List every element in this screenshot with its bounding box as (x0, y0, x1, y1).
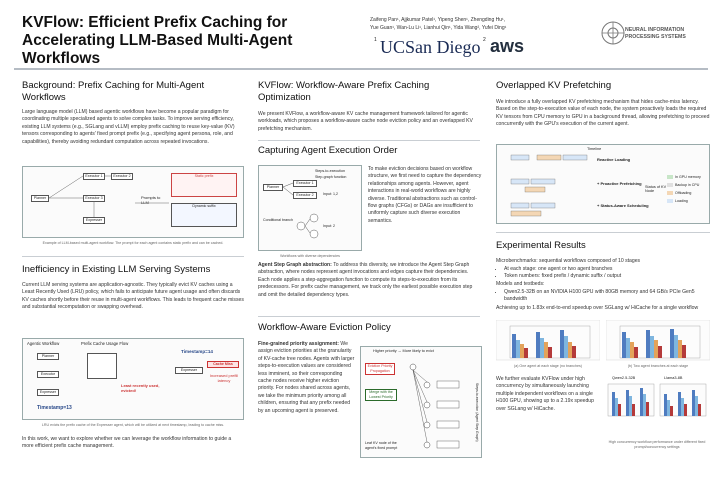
fig3-planner: Planner (263, 184, 283, 191)
fig1-arrows (23, 167, 245, 239)
fig3-executor2: Executor 2 (293, 192, 317, 199)
experiments-heading: Experimental Results (496, 240, 586, 251)
fig5-status-of: Status of KV Node (645, 185, 667, 193)
col2-divider-2 (258, 316, 480, 317)
fig5-legend-cpu: Backup in CPU (675, 183, 700, 187)
chart-c-title-1: Qwen2.5-32B (612, 376, 636, 380)
figure-agent-step-graph (258, 165, 362, 251)
fig4-tree (361, 347, 483, 459)
exp-bullets-2 (496, 289, 710, 304)
fig4-leaf: Leaf KV node of the agent's fixed prompt (365, 441, 398, 450)
fig2-planner: Planner (37, 353, 59, 360)
fig2-executor: Executor (37, 371, 59, 378)
fig3-legend-steps: Steps-to-execution (315, 169, 345, 173)
exp-bullets (496, 266, 710, 281)
fig2-lru-evicted: Least recently used, evicted! (121, 383, 160, 393)
col2-divider-1 (258, 140, 480, 141)
fig4-merge: Merge with the Lowest Priority (365, 389, 397, 401)
chart-c-title-2: Llama3-8B (664, 376, 683, 380)
fig2-expresser: Expresser (37, 389, 59, 396)
fig3-legend-func: Step-graph function (315, 175, 347, 179)
title-bold: KVFlow: (22, 14, 84, 31)
figure-1-caption: Example of LLM-based multi-agent workflow. The prompt for each agent contains static prefix and can be cached. (42, 241, 224, 245)
fig4-steps-axis: Steps-to-execution (Agent Step Graph) (475, 383, 479, 442)
prefetch-text: We introduce a fully overlapped KV prefetching mechanism that hides cache-miss latency. Based on the step-to-execution value of each node, the system proactively loads the required KV tensors from CPU memory to GPU in a background thread, allowing prefetching to proceed concurrently with the GPU's execution of the current agent. (496, 99, 710, 128)
eviction-heading: Workflow-Aware Eviction Policy (258, 322, 391, 333)
fig2-latency: Increased prefill latency (209, 373, 239, 383)
col1-divider (22, 256, 244, 257)
affil-2-number: 2 (483, 37, 486, 43)
figure-eviction-tree (360, 346, 482, 458)
fig5-proactive: + Proactive Prefetching (597, 181, 642, 186)
fig2-usage-title: Prefix Cache Usage Flow (81, 341, 129, 346)
chart-b-svg (606, 320, 710, 364)
col3-divider (496, 232, 710, 233)
chart-b (606, 320, 710, 364)
closing-text: In this work, we want to explore whether we can leverage the workflow information to guide a more efficient prefix cache management. (22, 436, 232, 450)
eviction-text (258, 341, 356, 415)
fig2-expresser-2: Expresser (175, 367, 203, 374)
fig1-expresser: Expresser (83, 217, 105, 224)
chart-a-caption: (a) One agent at each stage (no branches) (514, 364, 582, 368)
authors-line-1: Zaifeng Pan¹, Ajjkumar Patel¹, Yipeng Shen¹, Zhengding Hu¹, (370, 17, 506, 23)
fig5-legend-offload: Offloading (675, 191, 692, 195)
authors-line-2: Yue Guan¹, Wan-Lu Li¹, Lianhui Qin¹, Yida Wang², Yufei Ding¹ (370, 25, 507, 31)
fig1-static-prefix: Static prefix (171, 173, 237, 197)
header-divider (14, 68, 708, 70)
fig2-timestamp-14: Timestamp=14 (181, 349, 213, 354)
affil-1-number: 1 (374, 37, 377, 43)
chart-a-svg (496, 320, 600, 364)
aws-smile-icon (568, 40, 604, 50)
fig1-executor1: Executor 1 (83, 173, 105, 180)
chart-c-caption: High concurrency workflow performance under different fixed prompt/concurrency settings (608, 440, 706, 449)
optimization-text: We present KVFlow, a workflow-aware KV cache management framework tailored for agentic workloads, which proposes a workflow-aware cache node eviction policy and an overlapped KV prefetching mechanism. (258, 111, 473, 132)
exp-bullet-3: • Qwen2.5-32B on an NVIDIA H100 GPU with 80GB memory and 64 GB/s PCIe Gen5 bandwidth (504, 289, 710, 304)
asg-text-bold: Agent Step Graph abstraction: (258, 262, 332, 268)
inefficiency-text: Current LLM serving systems are application-agnostic. They typically evict KV caches using a Least Recently Used (LRU) policy, which fails to anticipate future agent usage and often discards KV caches shortly before their reuse in multi-agent workflows. This leads to frequent cache misses and substantial recomputation or swapping overhead. (22, 282, 244, 311)
fig3-cond-branch: Conditional branch (263, 218, 293, 222)
fig5-timeline-bars (497, 145, 711, 225)
fig2-cache-miss: Cache Miss (207, 361, 239, 368)
exp-models: Models and testbeds: (496, 281, 545, 287)
figure-3-caption: Workflows with diverse dependencies (280, 254, 340, 258)
title-rest: Efficient Prefix Caching for Accelerating LLM-Based Multi-Agent Workflows (22, 14, 293, 67)
chart-concurrency (604, 376, 710, 438)
neurips-logo-icon (600, 20, 626, 46)
authors (370, 16, 550, 32)
figure-lru-eviction (22, 338, 244, 420)
poster-title (22, 14, 362, 68)
fig1-executor2: Executor 2 (111, 173, 133, 180)
fig2-cache-tree (87, 353, 117, 379)
fig1-executor3: Executor 3 (83, 195, 105, 202)
asg-text (258, 262, 480, 299)
fig5-legend-load: Loading (675, 199, 688, 203)
exp-bullet-1: • At each stage: one agent or two agent branches (504, 266, 710, 273)
capture-heading: Capturing Agent Execution Order (258, 145, 398, 156)
optimization-heading: KVFlow: Workflow-Aware Prefix Caching Optimization (258, 80, 430, 103)
chart-c-svg (604, 382, 710, 434)
fig3-edges (259, 166, 363, 252)
capture-text: To make eviction decisions based on workflow structure, we first need to capture the dependency relationships among agents. However, agent interactions in real-world workflows are highly diverse. Traditional abstractions such as control-flow graphs (CFGs) or DAGs are insufficient to uniformly capture such diverse execution semantics. (368, 166, 482, 224)
fig5-status: + Status-Aware Scheduling (597, 203, 649, 208)
fig4-higher-priority: Higher priority → More likely to evict (373, 349, 434, 353)
fig3-executor1: Executor 1 (293, 180, 317, 187)
asg-text-body: To address this diversity, we introduce the Agent Step Graph abstraction, where nodes represent agent invocations and edges capture their dependencies. Each node applies a step-aggregation function to compute its steps-to-execution from its predecessors. For prefix cache management, we track only the earliest possible execution step and omit the detailed dependency types. (258, 262, 473, 298)
exp-bullet-2: • Token numbers: fixed prefix / dynamic suffix / output (504, 273, 710, 280)
figure-2-caption: LRU evicts the prefix cache of the Expresser agent, which will be utilized at next timestamp, leading to cache miss. (41, 423, 225, 427)
fig1-dynamic-suffix: Dynamic suffix (171, 203, 237, 227)
background-heading: Background: Prefix Caching for Multi-Agent Workflows (22, 80, 205, 103)
fig5-timeline: Timeline (587, 147, 602, 151)
fig5-legend-gpu: In GPU memory (675, 175, 701, 179)
ucsd-logo: UCSan Diego (380, 37, 481, 57)
fig4-eviction-propagation: Eviction Priority Propagation (365, 363, 395, 375)
background-text: Large language model (LLM) based agentic workflows have become a popular paradigm for coordinating multiple specialized agents to solve complex tasks. To improve serving efficiency, existing LLM systems (e.g., SGLang and vLLM) employ prefix caching to reuse key-value (KV) tensors corresponding to agents' fixed prompt prefix (e.g., specifying agent persona, role, and capabilities), thereby avoiding redundant computation across repeated invocations. (22, 109, 235, 145)
fig2-timestamp-13: Timestamp=13 (37, 405, 72, 411)
figure-prefetch-timeline (496, 144, 710, 224)
fig1-prompts: Prompts to LLM (141, 195, 161, 205)
neurips-logo-text: NEURAL INFORMATION PROCESSING SYSTEMS (625, 27, 686, 40)
inefficiency-heading: Inefficiency in Existing LLM Serving Systems (22, 264, 211, 275)
chart-a (496, 320, 600, 364)
exp-micro: Microbenchmarks: sequential workflows composed of 10 stages (496, 258, 641, 264)
chart-b-caption: (b) Two agent branches at each stage (627, 364, 689, 368)
fig3-input-12: Input: 1,2 (323, 192, 338, 196)
fig3-input-2: Input: 2 (323, 224, 335, 228)
fig5-reactive: Reactive Loading (597, 157, 631, 162)
exp-result: Achieving up to 1.83x end-to-end speedup over SGLang w/ HiCache for a single workflow (496, 305, 699, 311)
eviction-text-body: We assign eviction priorities at the granularity of KV-cache tree nodes. Agents with larger steps-to-execution values are considered less imminent, so their corresponding cache nodes receive higher eviction priority. For nodes shared across agents, we take the minimum priority among all children, ensuring that any prefix needed by an upcoming agent is preserved. (258, 341, 355, 414)
eviction-text-bold: Fine-grained priority assignment: (258, 341, 339, 347)
fig2-agentic-title: Agentic Workflow (27, 341, 60, 346)
figure-workflow-example (22, 166, 244, 238)
aws-logo: aws (490, 36, 525, 56)
prefetch-heading: Overlapped KV Prefetching (496, 80, 612, 91)
concurrent-text: We further evaluate KVFlow under high concurrency by simultaneously launching multiple independent workflows on a single H100 GPU, showing up to a 2.19x speedup over SGLang w/ HiCache. (496, 376, 594, 412)
fig1-planner: Planner (31, 195, 49, 202)
